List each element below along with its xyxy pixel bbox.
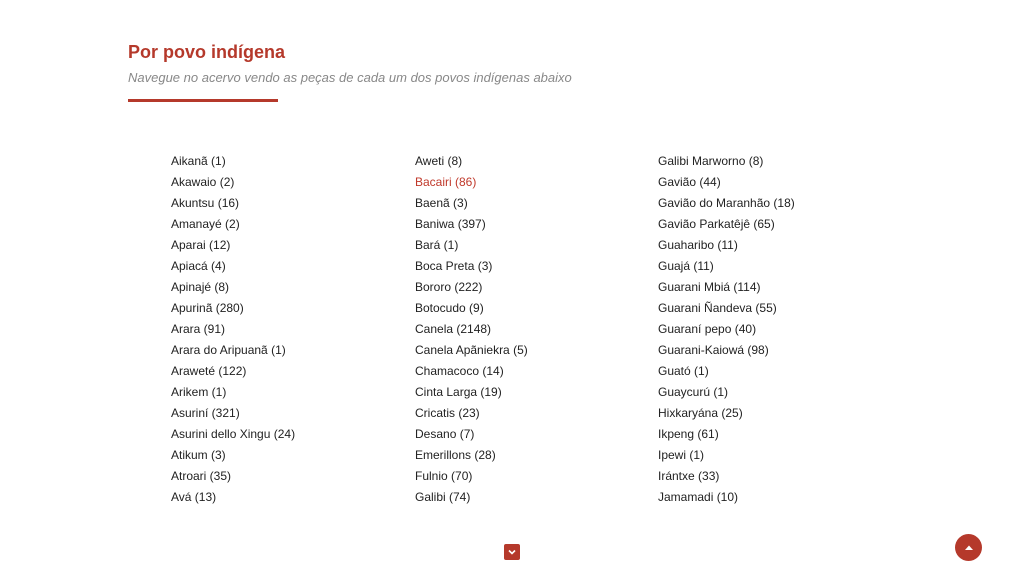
people-link[interactable]: Arara (91) [171,322,226,336]
people-link[interactable]: Bacairi (86) [415,175,477,189]
people-link[interactable]: Baniwa (397) [415,217,486,231]
people-link[interactable]: Araweté (122) [171,364,247,378]
title-underline [128,99,278,102]
load-more-button[interactable] [504,544,520,560]
people-link[interactable]: Akawaio (2) [171,175,235,189]
people-link[interactable]: Asuriní (321) [171,406,240,420]
people-link[interactable]: Bará (1) [415,238,459,252]
people-link[interactable]: Fulnio (70) [415,469,473,483]
people-link[interactable]: Canela Apãniekra (5) [415,343,528,357]
chevron-down-icon [507,547,517,557]
people-link[interactable]: Asurini dello Xingu (24) [171,427,296,441]
people-link[interactable]: Gavião do Maranhão (18) [658,196,795,210]
people-link[interactable]: Botocudo (9) [415,301,484,315]
people-link[interactable]: Gavião (44) [658,175,721,189]
people-link[interactable]: Guarani Mbiá (114) [658,280,761,294]
peoples-column-2 [415,151,528,508]
people-link[interactable]: Guató (1) [658,364,709,378]
people-link[interactable]: Ikpeng (61) [658,427,719,441]
people-link[interactable]: Guaycurú (1) [658,385,729,399]
back-to-top-button[interactable] [955,534,982,561]
people-link[interactable]: Avá (13) [171,490,217,504]
section-header [128,40,572,86]
people-link[interactable]: Guaharibo (11) [658,238,738,252]
page-subtitle: Navegue no acervo vendo as peças de cada um dos povos indígenas abaixo [128,70,572,85]
people-link[interactable]: Gavião Parkatêjê (65) [658,217,775,231]
people-link[interactable]: Emerillons (28) [415,448,496,462]
people-link[interactable]: Apurinã (280) [171,301,244,315]
people-link[interactable]: Guajá (11) [658,259,714,273]
people-link[interactable]: Apinajé (8) [171,280,230,294]
people-link[interactable]: Guarani-Kaiowá (98) [658,343,769,357]
people-link[interactable]: Desano (7) [415,427,475,441]
peoples-column-3 [658,151,795,508]
people-link[interactable]: Irántxe (33) [658,469,720,483]
people-link[interactable]: Aparai (12) [171,238,231,252]
people-link[interactable]: Atroari (35) [171,469,232,483]
caret-up-icon [963,542,975,554]
people-link[interactable]: Chamacoco (14) [415,364,504,378]
page-title: Por povo indígena [128,42,286,62]
people-link[interactable]: Ipewi (1) [658,448,705,462]
people-link[interactable]: Galibi (74) [415,490,471,504]
people-link[interactable]: Apiacá (4) [171,259,226,273]
people-link[interactable]: Galibi Marworno (8) [658,154,764,168]
people-link[interactable]: Guaraní pepo (40) [658,322,757,336]
people-link[interactable]: Canela (2148) [415,322,492,336]
people-link[interactable]: Arikem (1) [171,385,227,399]
people-link[interactable]: Amanayé (2) [171,217,240,231]
people-link[interactable]: Boca Preta (3) [415,259,493,273]
people-link[interactable]: Cinta Larga (19) [415,385,502,399]
peoples-column-1 [171,151,295,508]
people-link[interactable]: Arara do Aripuanã (1) [171,343,286,357]
people-link[interactable]: Baenã (3) [415,196,468,210]
people-link[interactable]: Aikanã (1) [171,154,226,168]
people-link[interactable]: Atikum (3) [171,448,226,462]
people-link[interactable]: Jamamadi (10) [658,490,739,504]
people-link[interactable]: Cricatis (23) [415,406,480,420]
people-link[interactable]: Hixkaryána (25) [658,406,743,420]
people-link[interactable]: Guarani Ñandeva (55) [658,301,777,315]
people-link[interactable]: Akuntsu (16) [171,196,240,210]
people-link[interactable]: Aweti (8) [415,154,463,168]
people-link[interactable]: Bororo (222) [415,280,483,294]
